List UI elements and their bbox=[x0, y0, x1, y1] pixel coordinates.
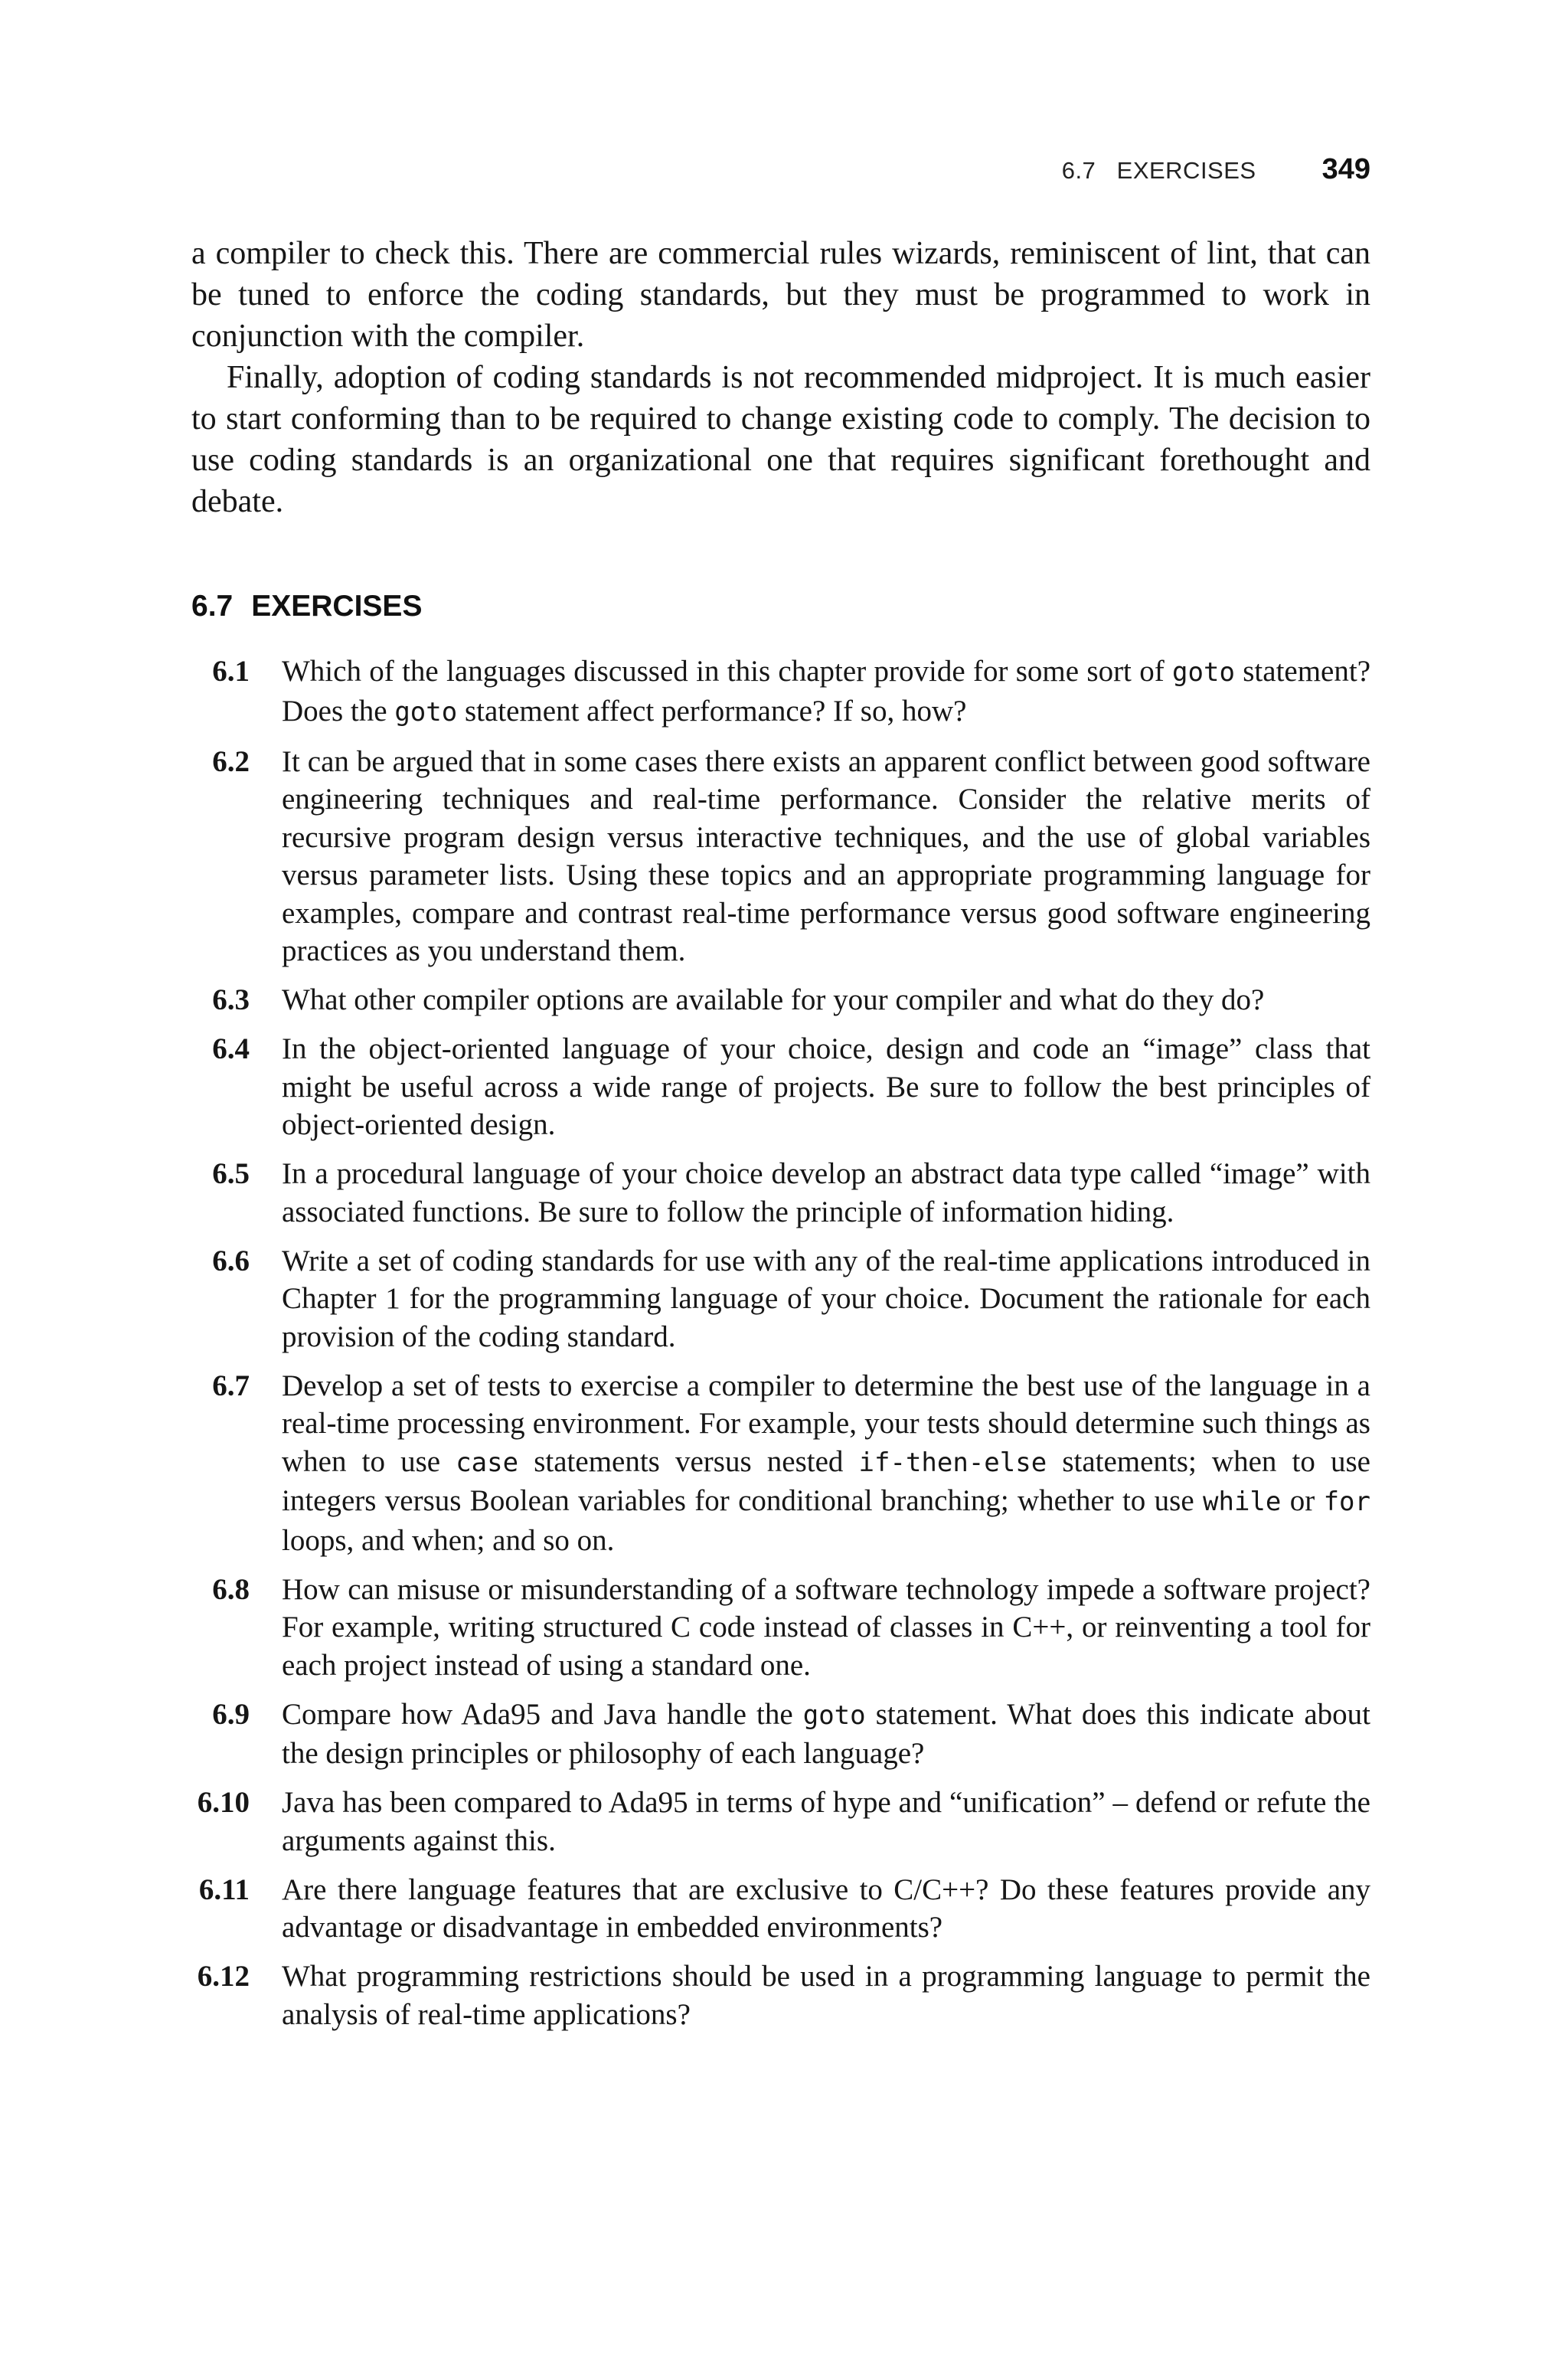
exercise-item bbox=[191, 653, 1370, 731]
paragraph-coding-standards: Finally, adoption of coding standards is not recommended midproject. It is much easier to start conforming than to be required to change existing code to comply. The decision to use coding standards is an organizational one that requires significant forethought and debate. bbox=[191, 360, 1370, 519]
exercise-item bbox=[191, 1958, 1370, 2033]
exercise-item bbox=[191, 743, 1370, 970]
exercise-item bbox=[191, 1030, 1370, 1144]
exercise-number: 6.12 bbox=[197, 1960, 250, 1993]
running-head bbox=[1062, 153, 1370, 199]
exercise-text-segment: statement? Does the bbox=[282, 655, 1371, 728]
exercise-text bbox=[282, 1571, 1370, 1685]
code-keyword: for bbox=[1323, 1487, 1370, 1517]
exercise-text bbox=[282, 1958, 1370, 2033]
section-title: EXERCISES bbox=[251, 590, 423, 623]
exercise-item bbox=[191, 1571, 1370, 1685]
exercise-number: 6.6 bbox=[212, 1244, 250, 1277]
exercise-item bbox=[191, 1242, 1370, 1356]
exercise-text-segment: Write a set of coding standards for use with any of the real-time applications introduced in Chapter 1 for the programming language of your choice. Document the rationale for each provision of the coding standard. bbox=[282, 1244, 1370, 1353]
exercise-text bbox=[282, 1242, 1370, 1356]
exercise-number: 6.2 bbox=[212, 744, 250, 778]
exercise-text bbox=[282, 1696, 1370, 1773]
exercise-text bbox=[282, 1367, 1370, 1560]
code-keyword: goto bbox=[802, 1699, 866, 1731]
exercise-text-segment: statements versus nested bbox=[518, 1444, 859, 1478]
code-keyword: goto bbox=[394, 696, 458, 728]
exercise-item bbox=[191, 1155, 1370, 1231]
exercise-text-segment: How can misuse or misunderstanding of a software technology impede a software project? For example, writing structured C code instead of classes in C++, or reinventing a tool for each project instead of using a standard one. bbox=[282, 1572, 1370, 1682]
section-heading bbox=[191, 588, 422, 625]
exercise-number: 6.4 bbox=[212, 1032, 250, 1065]
exercise-text-segment: loops, and when; and so on. bbox=[282, 1523, 615, 1557]
code-keyword: while bbox=[1203, 1487, 1282, 1517]
exercise-text-segment: statement. What does this indicate about the design principles or philosophy of each language? bbox=[282, 1697, 1370, 1770]
exercise-number: 6.11 bbox=[198, 1872, 250, 1906]
exercise-text-segment: statement affect performance? If so, how? bbox=[457, 694, 967, 728]
exercise-text-segment: Java has been compared to Ada95 in terms of hype and “unification” – defend or refute the arguments against this. bbox=[282, 1786, 1370, 1857]
exercise-text-segment: Are there language features that are exclusive to C/C++? Do these features provide any advantage or disadvantage in embedded environments? bbox=[282, 1872, 1370, 1944]
paragraph-continuation: a compiler to check this. There are commercial rules wizards, reminiscent of lint, that can be tuned to enforce the coding standards, but they must be programmed to work in conjunction with the compiler. bbox=[191, 236, 1370, 354]
exercise-text-segment: What other compiler options are available for your compiler and what do they do? bbox=[282, 983, 1265, 1016]
code-keyword: if-then-else bbox=[858, 1447, 1047, 1478]
exercise-item bbox=[191, 1784, 1370, 1859]
exercise-text-segment: What programming restrictions should be used in a programming language to permit the analysis of real-time applications? bbox=[282, 1960, 1370, 2031]
exercise-text bbox=[282, 1871, 1370, 1947]
exercise-number: 6.5 bbox=[212, 1157, 250, 1190]
page-number: 349 bbox=[1321, 153, 1370, 185]
section-number: 6.7 bbox=[191, 590, 234, 623]
exercise-text bbox=[282, 653, 1370, 731]
exercise-number: 6.8 bbox=[212, 1572, 250, 1606]
book-page bbox=[191, 0, 1370, 2368]
body-text bbox=[191, 233, 1370, 522]
exercise-number: 6.9 bbox=[212, 1697, 250, 1731]
exercise-text bbox=[282, 1784, 1370, 1859]
code-keyword: case bbox=[456, 1447, 519, 1478]
exercise-item bbox=[191, 981, 1370, 1019]
exercise-text-segment: Develop a set of tests to exercise a compiler to determine the best use of the language in a real-time processing environment. For example, your tests should determine such things as when to use bbox=[282, 1369, 1370, 1478]
exercise-item bbox=[191, 1871, 1370, 1947]
exercise-text-segment: It can be argued that in some cases there exists an apparent conflict between good software engineering techniques and real-time performance. Consider the relative merits of recursive program design versus interactive techniques, and the use of global variables versus parameter lists. Using these topics and an appropriate programming language for examples, compare and contrast real-time performance versus good software engineering practices as you understand them. bbox=[282, 744, 1370, 967]
exercise-item bbox=[191, 1367, 1370, 1560]
exercise-text-segment: In the object-oriented language of your choice, design and code an “image” class that might be useful across a wide range of projects. Be sure to follow the best principles of object-oriented design. bbox=[282, 1032, 1370, 1141]
exercise-text bbox=[282, 743, 1370, 970]
exercise-list bbox=[191, 653, 1370, 2045]
exercise-text-segment: statements; when to use integers versus Boolean variables for conditional branching; whether to use bbox=[282, 1444, 1370, 1517]
exercise-text-segment: or bbox=[1281, 1484, 1324, 1517]
exercise-text bbox=[282, 1030, 1370, 1144]
exercise-number: 6.7 bbox=[212, 1369, 250, 1402]
exercise-text bbox=[282, 1155, 1370, 1231]
code-keyword: goto bbox=[1172, 657, 1235, 688]
exercise-text-segment: In a procedural language of your choice develop an abstract data type called “image” with associated functions. Be sure to follow the principle of information hiding. bbox=[282, 1157, 1370, 1228]
exercise-number: 6.10 bbox=[197, 1786, 250, 1819]
exercise-text-segment: Which of the languages discussed in this chapter provide for some sort of bbox=[282, 655, 1173, 688]
exercise-text-segment: Compare how Ada95 and Java handle the bbox=[282, 1697, 803, 1731]
exercise-item bbox=[191, 1696, 1370, 1773]
exercise-number: 6.1 bbox=[212, 655, 250, 688]
exercise-number: 6.3 bbox=[212, 983, 250, 1016]
running-head-title: 6.7 EXERCISES bbox=[1061, 157, 1256, 184]
exercise-text bbox=[282, 981, 1370, 1019]
